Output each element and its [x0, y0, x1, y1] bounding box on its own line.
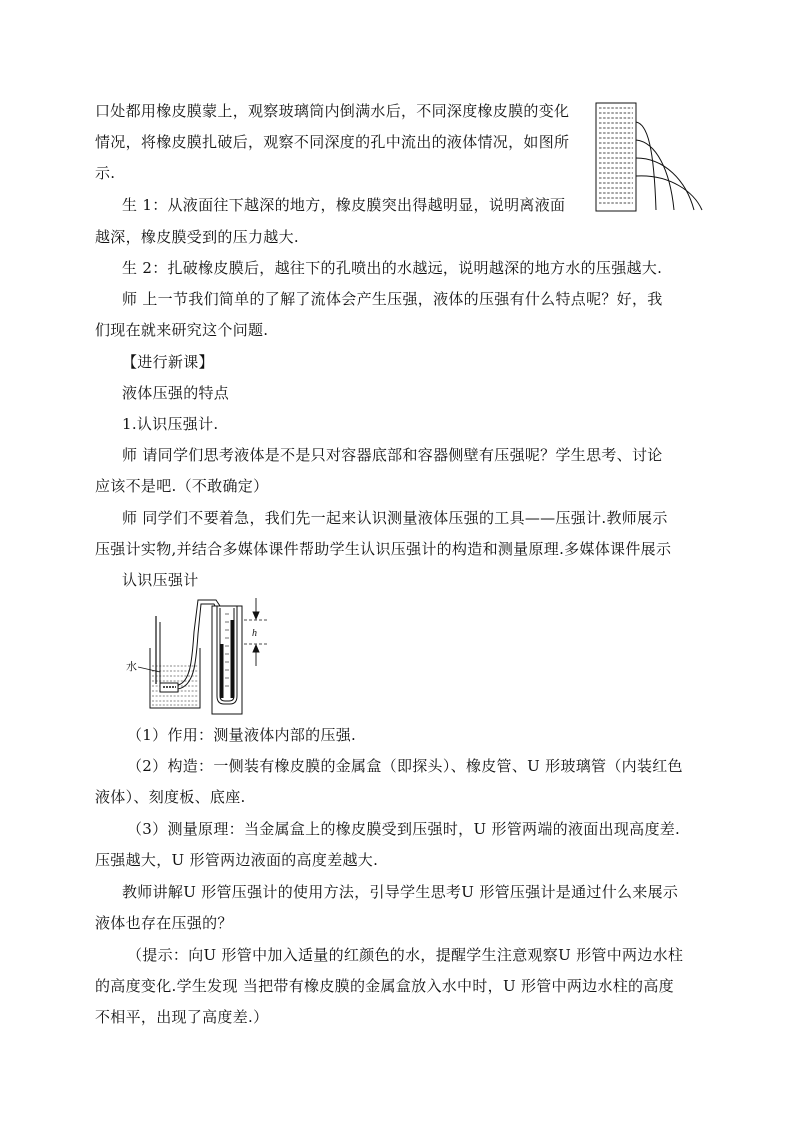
text-line: （提示：向U 形管中加入适量的红颜色的水，提醒学生注意观察U 形管中两边水柱	[127, 946, 684, 964]
text-line: 师 请同学们思考液体是不是只对容器底部和容器侧壁有压强呢？学生思考、讨论	[122, 446, 663, 464]
text-line: 教师讲解U 形管压强计的使用方法，引导学生思考U 形管压强计是通过什么来展示	[122, 883, 679, 901]
text-line: 液体）、刻度板、底座.	[95, 788, 246, 806]
text-line: 示.	[95, 164, 116, 182]
text-line: 的高度变化.学生发现 当把带有橡皮膜的金属盒放入水中时，U 形管中两边水柱的高度	[95, 977, 674, 995]
text-line: 液体压强的特点	[122, 384, 230, 402]
water-jets	[636, 122, 702, 210]
height-label: h	[252, 628, 257, 639]
text-line: 认识压强计	[122, 571, 199, 589]
text-line: （2）构造：一侧装有橡皮膜的金属盒（即探头）、橡皮管、U 形玻璃管（内装红色	[127, 757, 683, 775]
text-line: 师 同学们不要着急，我们先一起来认识测量液体压强的工具——压强计.教师展示	[122, 509, 668, 527]
text-line: 越深，橡皮膜受到的压力越大.	[95, 228, 299, 246]
text-line: （3）测量原理：当金属盒上的橡皮膜受到压强时，U 形管两端的液面出现高度差.	[127, 820, 681, 838]
text-line: 们现在就来研究这个问题.	[95, 321, 269, 339]
beaker	[150, 648, 200, 708]
left-liquid-column	[221, 644, 224, 698]
text-line: 生 2：扎破橡皮膜后，越往下的孔喷出的水越远，说明越深的地方水的压强越大.	[122, 259, 663, 277]
text-line: 情况，将橡皮膜扎破后，观察不同深度的孔中流出的液体情况，如图所	[95, 133, 570, 151]
text-line: 口处都用橡皮膜蒙上，观察玻璃筒内倒满水后，不同深度橡皮膜的变化	[95, 102, 570, 120]
text-line: 不相平，出现了高度差.）	[95, 1008, 269, 1026]
text-line: 液体也存在压强的？	[95, 914, 233, 932]
text-line: 应该不是吧.（不敢确定）	[95, 477, 269, 495]
text-line: 1.认识压强计.	[122, 415, 219, 433]
right-liquid-column	[231, 620, 234, 698]
water-cylinder-figure	[590, 100, 710, 216]
text-line: 压强越大，U 形管两边液面的高度差越大.	[95, 851, 379, 869]
section-heading: 【进行新课】	[122, 353, 214, 371]
text-line: 师 上一节我们简单的了解了流体会产生压强，液体的压强有什么特点呢？好，我	[122, 290, 663, 308]
pressure-gauge-figure	[120, 592, 290, 718]
text-line: （1）作用：测量液体内部的压强.	[127, 726, 357, 744]
water-label: 水	[126, 661, 137, 673]
text-line: 生 1：从液面往下越深的地方，橡皮膜突出得越明显，说明离液面	[122, 196, 566, 214]
text-line: 压强计实物,并结合多媒体课件帮助学生认识压强计的构造和测量原理.多媒体课件展示	[95, 540, 672, 558]
